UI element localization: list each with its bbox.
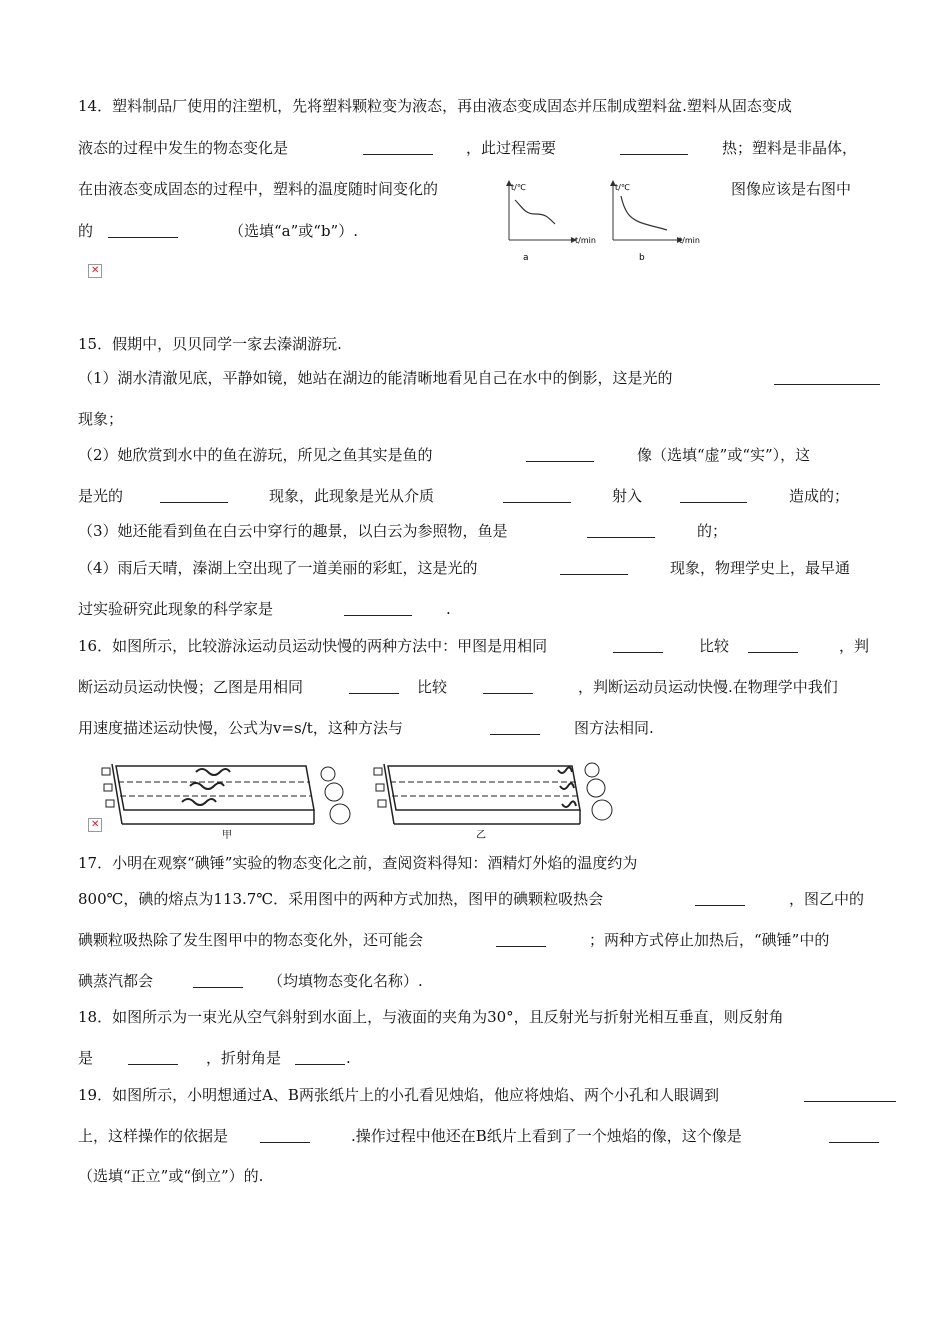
q15-line-5b: 现象，此现象是光从介质 [269,487,435,505]
q19-line-2a: 上，这样操作的依据是 [78,1127,229,1145]
q15-blank-5[interactable] [680,502,747,503]
q14-line-2a: 液态的过程中发生的物态变化是 [78,139,289,157]
q15-line-4b: 像（选填“虚”或“实”），这 [637,446,811,464]
q18-line-2a: 是 [78,1049,94,1067]
q14-blank-2[interactable] [620,154,688,155]
q15-line-6a: （3）她还能看到鱼在白云中穿行的趣景，以白云为参照物，鱼是 [78,522,508,540]
q14-line-4b: （选填“a”或“b”）. [229,222,358,240]
q19-blank-3[interactable] [829,1142,879,1143]
q19-line-1: 19．如图所示，小明想通过A、B两张纸片上的小孔看见烛焰，他应将烛焰、两个小孔和人眼调到 [78,1086,719,1104]
q15-line-1: 15．假期中，贝贝同学一家去溱湖游玩. [78,335,342,353]
q18-blank-1[interactable] [128,1064,178,1065]
q15-line-3: 现象； [78,410,124,428]
q17-line-2a: 800℃，碘的熔点为113.7℃．采用图中的两种方式加热，图甲的碘颗粒吸热会 [78,890,604,908]
q14-temperature-graphs [495,178,715,264]
q16-blank-5[interactable] [490,734,540,735]
q16-line-1c: ，判 [839,637,870,655]
q15-line-5c: 射入 [612,487,643,505]
q18-line-1: 18．如图所示为一束光从空气斜射到水面上，与液面的夹角为30°，且反射光与折射光相互垂直，则反射角 [78,1008,784,1026]
broken-image-icon-2 [88,818,102,832]
q15-line-6b: 的； [697,522,728,540]
q16-line-1a: 16．如图所示，比较游泳运动员运动快慢的两种方法中：甲图是用相同 [78,637,548,655]
q16-line-3a: 用速度描述运动快慢，公式为v=s/t，这种方法与 [78,719,403,737]
q16-line-1b: 比较 [699,637,730,655]
q16-blank-4[interactable] [483,693,533,694]
q17-line-2b: ，图乙中的 [789,890,865,908]
q17-line-3b: ；两种方式停止加热后，“碘锤”中的 [589,931,830,949]
q15-line-8b: . [446,600,451,618]
graph-b [610,180,700,263]
q19-line-2b: .操作过程中他还在B纸片上看到了一个烛焰的像，这个像是 [351,1127,742,1145]
q18-line-2b: ，折射角是 [206,1049,282,1067]
q17-line-1: 17．小明在观察“碘锤”实验的物态变化之前，查阅资料得知：酒精灯外焰的温度约为 [78,854,638,872]
q17-blank-1[interactable] [695,905,745,906]
q19-blank-2[interactable] [260,1142,310,1143]
q19-blank-1[interactable] [804,1101,896,1102]
pool-jia [102,764,350,841]
graph-b-caption: b [639,253,645,263]
q14-line-2c: 热；塑料是非晶体， [722,139,858,157]
q15-line-8a: 过实验研究此现象的科学家是 [78,600,274,618]
fig-jia-label: 甲 [222,830,232,841]
q17-line-4b: （均填物态变化名称）. [268,972,423,990]
fig-yi-label: 乙 [476,830,486,841]
q14-blank-1[interactable] [363,154,433,155]
q15-blank-1[interactable] [774,384,880,385]
q18-blank-2[interactable] [295,1064,345,1065]
q14-line-3a: 在由液态变成固态的过程中，塑料的温度随时间变化的 [78,180,439,198]
q15-blank-4[interactable] [503,502,571,503]
graph-a-ylabel: t/℃ [511,183,526,192]
q14-line-4a: 的 [78,222,94,240]
graph-a-caption: a [523,253,529,263]
q15-line-7a: （4）雨后天晴，溱湖上空出现了一道美丽的彩虹，这是光的 [78,559,478,577]
q15-line-2a: （1）湖水清澈见底，平静如镜，她站在湖边的能清晰地看见自己在水中的倒影，这是光的 [78,369,673,387]
q17-line-4a: 碘蒸汽都会 [78,972,154,990]
graph-b-ylabel: t/℃ [615,183,630,192]
q15-blank-2[interactable] [526,461,594,462]
broken-image-icon [88,264,102,278]
q17-line-3a: 碘颗粒吸热除了发生图甲中的物态变化外，还可能会 [78,931,424,949]
graph-a [506,180,596,263]
graph-b-xlabel: t/min [679,236,700,245]
q15-line-7b: 现象，物理学史上，最早通 [670,559,851,577]
q15-blank-7[interactable] [560,574,628,575]
q16-line-3b: 图方法相同. [574,719,654,737]
q16-swimming-figures [96,756,616,842]
graph-a-xlabel: t/min [575,236,596,245]
q17-blank-2[interactable] [496,946,546,947]
q15-line-4a: （2）她欣赏到水中的鱼在游玩，所见之鱼其实是鱼的 [78,446,433,464]
q19-line-3: （选填“正立”或“倒立”）的. [78,1167,264,1185]
q16-line-2a: 断运动员运动快慢；乙图是用相同 [78,678,304,696]
q16-blank-1[interactable] [613,652,663,653]
q15-blank-8[interactable] [344,615,412,616]
q16-line-2b: 比较 [417,678,448,696]
q16-line-2c: ，判断运动员运动快慢.在物理学中我们 [578,678,838,696]
pool-yi [374,763,612,841]
q16-blank-2[interactable] [748,652,798,653]
q16-blank-3[interactable] [349,693,399,694]
q15-blank-3[interactable] [160,502,228,503]
q14-blank-3[interactable] [108,237,178,238]
q14-line-3b: 图像应该是右图中 [731,180,852,198]
q15-line-5a: 是光的 [78,487,124,505]
q15-blank-6[interactable] [587,537,655,538]
q14-line-2b: ，此过程需要 [466,139,557,157]
q15-line-5d: 造成的； [789,487,850,505]
q14-line-1: 14．塑料制品厂使用的注塑机，先将塑料颗粒变为液态，再由液态变成固态并压制成塑料盆.塑料从固态变成 [78,97,792,115]
q17-blank-3[interactable] [193,987,243,988]
q18-line-2c: . [346,1049,351,1067]
